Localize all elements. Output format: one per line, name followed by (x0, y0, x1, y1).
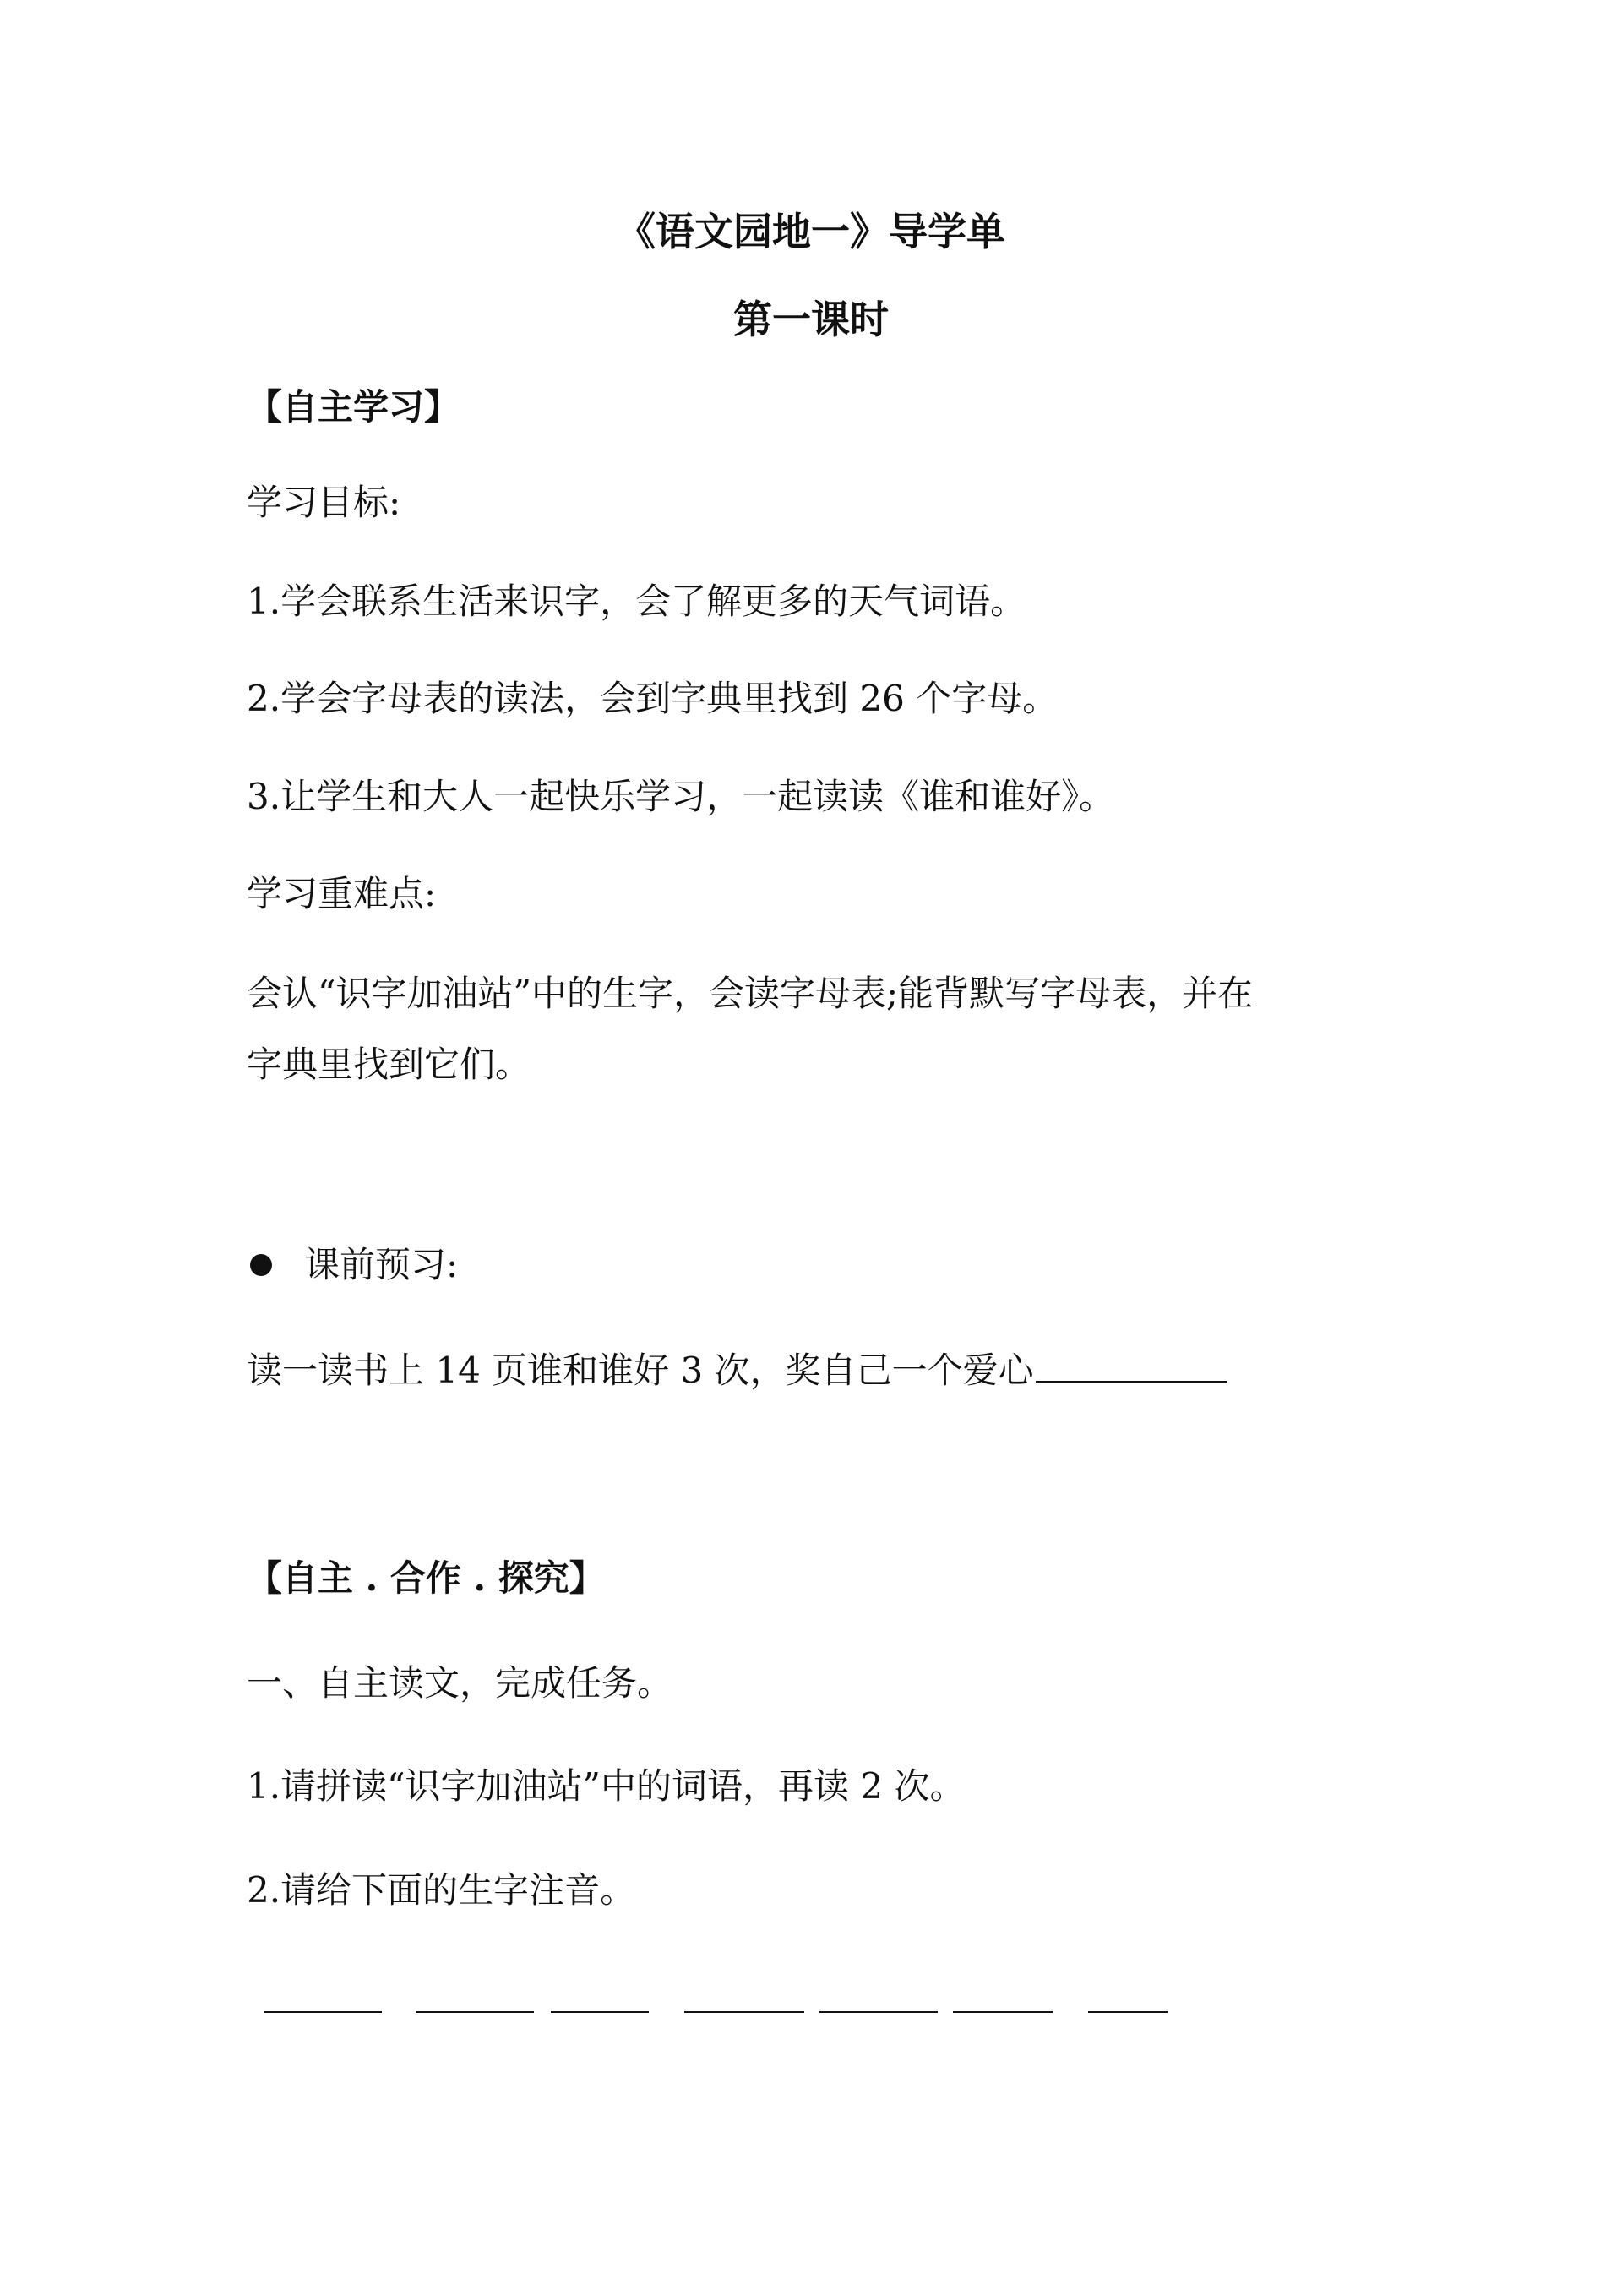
objective-item: 2.学会字母表的读法，会到字典里找到 26 个字母。 (247, 678, 1059, 719)
worksheet-title: 《语文园地一》导学单 (617, 209, 1005, 254)
task-item: 2.请给下面的生字注音。 (247, 1869, 636, 1911)
section-heading-self-study: 【自主学习】 (247, 386, 460, 428)
answer-blank[interactable] (416, 2011, 534, 2013)
objective-item: 1.学会联系生活来识字，会了解更多的天气词语。 (247, 581, 1026, 622)
answer-blank[interactable] (264, 2011, 382, 2013)
bullet-icon (250, 1254, 272, 1276)
task-item: 1.请拼读“识字加油站”中的词语，再读 2 次。 (247, 1765, 966, 1807)
pinyin-answer-blanks (0, 2011, 1622, 2013)
answer-blank[interactable] (1088, 2011, 1168, 2013)
preview-label: 课前预习: (304, 1244, 459, 1285)
key-points-text: 字典里找到它们。 (247, 1044, 531, 1085)
objective-item: 3.让学生和大人一起快乐学习，一起读读《谁和谁好》。 (247, 776, 1115, 817)
preview-task (247, 1345, 1227, 1396)
preview-task-text: 读一读书上 14 页谁和谁好 3 次，奖自己一个爱心 (247, 1350, 1034, 1391)
key-points-label: 学习重难点: (247, 873, 437, 914)
answer-blank[interactable] (551, 2011, 649, 2013)
answer-blank[interactable] (953, 2011, 1053, 2013)
answer-blank[interactable] (1036, 1345, 1227, 1383)
answer-blank[interactable] (684, 2011, 804, 2013)
lesson-subtitle: 第一课时 (733, 297, 889, 342)
objectives-label: 学习目标: (247, 482, 401, 523)
answer-blank[interactable] (819, 2011, 938, 2013)
section-heading-cooperation: 【自主 . 合作 . 探究】 (247, 1557, 605, 1599)
key-points-text: 会认“识字加油站”中的生字，会读字母表;能背默写字母表，并在 (247, 973, 1254, 1014)
task-title: 一、自主读文，完成任务。 (247, 1662, 673, 1704)
